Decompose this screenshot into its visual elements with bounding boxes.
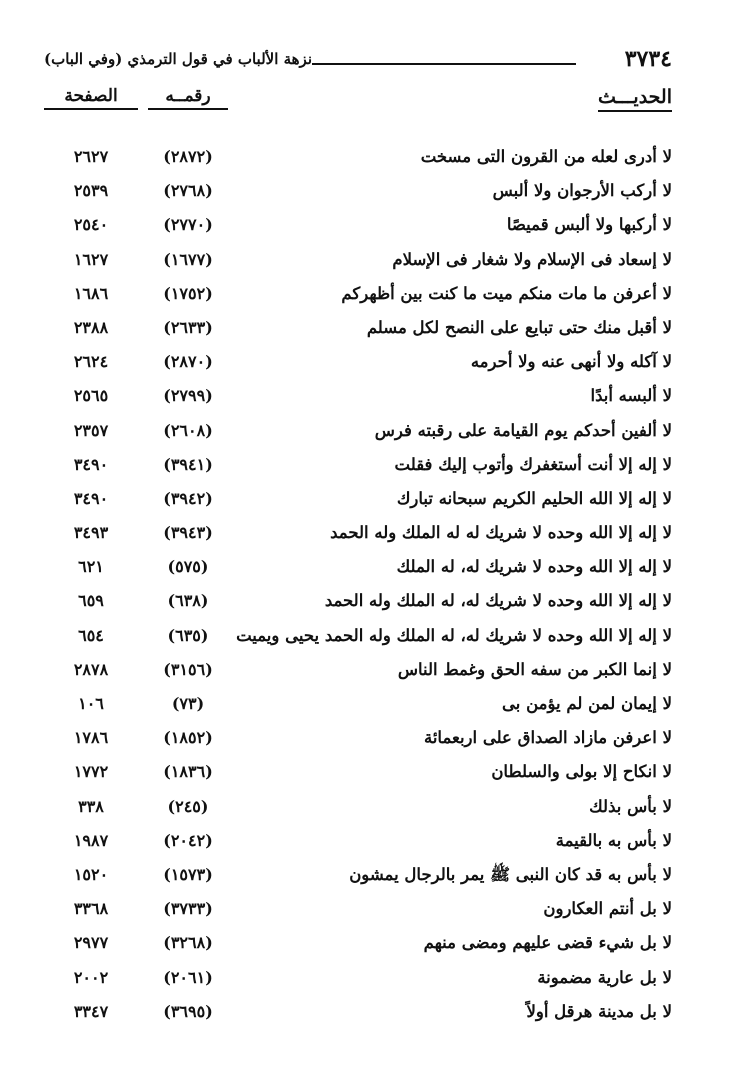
list-item — [44, 623, 672, 657]
page-reference: ١٦٨٦ — [73, 283, 109, 303]
hadith-text: لا إله إلا أنت أستغفرك وأتوب إليك فقلت — [394, 454, 672, 474]
page-reference: ٣٤٩٠ — [73, 454, 109, 474]
hadith-number: (٢٠٤٢) — [163, 830, 213, 850]
hadith-text: لا إله إلا الله الحليم الكريم سبحانه تبارك — [396, 488, 672, 508]
column-heading-page: الصفحة — [44, 86, 138, 110]
page-reference: ٣٣٦٨ — [73, 899, 109, 919]
page-reference: ١٧٧٢ — [73, 762, 109, 782]
list-item — [44, 418, 672, 452]
hadith-text: لا ألبسه أبدًا — [590, 386, 672, 406]
list-item — [44, 281, 672, 315]
list-item — [44, 794, 672, 828]
list-item — [44, 999, 672, 1033]
hadith-number: (١٧٥٢) — [163, 283, 213, 303]
list-item — [44, 247, 672, 281]
hadith-text: لا أدرى لعله من القرون التى مسخت — [420, 147, 672, 166]
hadith-text: لا إسعاد فى الإسلام ولا شغار فى الإسلام — [392, 249, 672, 269]
hadith-number: (٣٢٦٨) — [163, 933, 213, 953]
list-item — [44, 144, 672, 178]
list-item — [44, 554, 672, 588]
hadith-text: لا أركبها ولا ألبس قميصًا — [506, 215, 672, 235]
hadith-text: لا بل مدينة هرقل أولاً — [526, 1001, 672, 1021]
page-reference: ٢٣٥٧ — [73, 420, 109, 440]
page-reference: ١٠٦ — [78, 694, 104, 713]
hadith-text: لا إله إلا الله وحده لا شريك له، له الملك — [396, 557, 672, 577]
page-reference: ٢٥٣٩ — [73, 181, 109, 201]
page-reference: ٣٣٤٧ — [73, 1001, 109, 1021]
hadith-number: (١٨٥٢) — [163, 728, 213, 748]
hadith-number: (١٥٧٣) — [163, 864, 213, 884]
hadith-number: (١٦٧٧) — [163, 249, 213, 269]
hadith-number: (٢٠٦١) — [163, 967, 213, 987]
hadith-number: (٣٩٤٢) — [163, 488, 213, 508]
hadith-text: لا آكله ولا أنهى عنه ولا أحرمه — [470, 352, 672, 372]
page-reference: ٣٣٨ — [78, 796, 104, 816]
list-item — [44, 486, 672, 520]
list-item — [44, 828, 672, 862]
list-item — [44, 657, 672, 691]
page-reference: ١٥٢٠ — [73, 864, 109, 884]
page-reference: ٣٤٩٠ — [73, 488, 109, 508]
page-reference: ٢٦٢٤ — [73, 352, 109, 372]
list-item — [44, 452, 672, 486]
hadith-text: لا بأس به بالقيمة — [555, 830, 672, 850]
page-reference: ٢٦٢٧ — [73, 147, 109, 166]
hadith-number: (٥٧٥) — [167, 557, 209, 577]
hadith-number: (٢٧٧٠) — [163, 215, 213, 235]
hadith-text: لا إيمان لمن لم يؤمن بى — [502, 694, 672, 713]
hadith-number: (٣١٥٦) — [163, 659, 213, 679]
list-item — [44, 862, 672, 896]
page-number: ٣٧٣٤ — [624, 46, 672, 72]
page-reference: ٢٥٤٠ — [73, 215, 109, 235]
hadith-text: لا أقبل منك حتى تبايع على النصح لكل مسلم — [366, 317, 672, 337]
page-reference: ٣٤٩٣ — [73, 523, 109, 543]
column-heading-number: رقمــه — [148, 86, 228, 110]
page-reference: ١٩٨٧ — [73, 830, 109, 850]
list-item — [44, 930, 672, 964]
column-headings — [44, 86, 672, 126]
hadith-text: لا انكاح إلا بولى والسلطان — [491, 762, 672, 782]
hadith-number: (٢٨٧٠) — [163, 352, 213, 372]
hadith-number: (٦٣٨) — [167, 591, 209, 611]
hadith-text: لا بأس به قد كان النبى ﷺ يمر بالرجال يمشون — [349, 864, 672, 884]
page-reference: ٢٩٧٧ — [73, 933, 109, 953]
hadith-number: (٢٨٧٢) — [163, 147, 213, 166]
list-item — [44, 520, 672, 554]
page-reference: ٢٠٠٢ — [73, 967, 109, 987]
list-item — [44, 315, 672, 349]
hadith-text: لا إنما الكبر من سفه الحق وغمط الناس — [397, 659, 672, 679]
hadith-text: لا أركب الأرجوان ولا ألبس — [492, 181, 672, 201]
list-item — [44, 759, 672, 793]
hadith-text: لا إله إلا الله وحده لا شريك له، له الملك وله الحمد — [324, 591, 672, 611]
page-reference: ١٧٨٦ — [73, 728, 109, 748]
page-reference: ٢٨٧٨ — [73, 659, 109, 679]
list-item — [44, 212, 672, 246]
hadith-text: لا أعرفن ما مات منكم ميت ما كنت بين أظهركم — [341, 283, 672, 303]
hadith-number: (٣٦٩٥) — [163, 1001, 213, 1021]
page-reference: ٦٥٤ — [78, 625, 104, 645]
hadith-text: لا بأس بذلك — [589, 796, 672, 816]
page-reference: ٢٣٨٨ — [73, 317, 109, 337]
hadith-text: لا ألفين أحدكم يوم القيامة على رقبته فرس — [374, 420, 672, 440]
hadith-number: (٧٣) — [171, 694, 205, 713]
list-item — [44, 965, 672, 999]
list-item — [44, 896, 672, 930]
list-item — [44, 383, 672, 417]
hadith-number: (١٨٣٦) — [163, 762, 213, 782]
page-reference: ٦٥٩ — [78, 591, 104, 611]
hadith-number: (٢٦٠٨) — [163, 420, 213, 440]
page-reference: ١٦٢٧ — [73, 249, 109, 269]
hadith-text: لا اعرفن مازاد الصداق على اربعمائة — [423, 728, 672, 748]
hadith-index-list — [44, 144, 672, 1033]
column-heading-hadith: الحديـــث — [598, 86, 672, 112]
list-item — [44, 691, 672, 725]
hadith-number: (٣٩٤٣) — [163, 523, 213, 543]
hadith-text: لا بل أنتم العكارون — [543, 899, 672, 919]
list-item — [44, 725, 672, 759]
running-header — [44, 46, 672, 80]
hadith-number: (٦٣٥) — [167, 625, 209, 645]
hadith-number: (٢٦٣٣) — [163, 317, 213, 337]
hadith-text: لا إله إلا الله وحده لا شريك له له الملك وله الحمد — [330, 523, 672, 543]
hadith-number: (٣٩٤١) — [163, 454, 213, 474]
hadith-text: لا إله إلا الله وحده لا شريك له، له الملك وله الحمد يحيى ويميت — [236, 625, 672, 645]
book-title: نزهة الألباب في قول الترمذي (وفي الباب) — [44, 50, 312, 68]
page-reference: ٢٥٦٥ — [73, 386, 109, 406]
page-reference: ٦٢١ — [78, 557, 104, 577]
list-item — [44, 178, 672, 212]
list-item — [44, 349, 672, 383]
hadith-number: (٢٧٦٨) — [163, 181, 213, 201]
header-rule — [312, 63, 576, 65]
hadith-text: لا بل عارية مضمونة — [537, 967, 672, 987]
hadith-number: (٣٧٣٣) — [163, 899, 213, 919]
list-item — [44, 588, 672, 622]
hadith-text: لا بل شيء قضى عليهم ومضى منهم — [423, 933, 672, 953]
hadith-number: (٢٧٩٩) — [163, 386, 213, 406]
hadith-number: (٢٤٥) — [167, 796, 209, 816]
